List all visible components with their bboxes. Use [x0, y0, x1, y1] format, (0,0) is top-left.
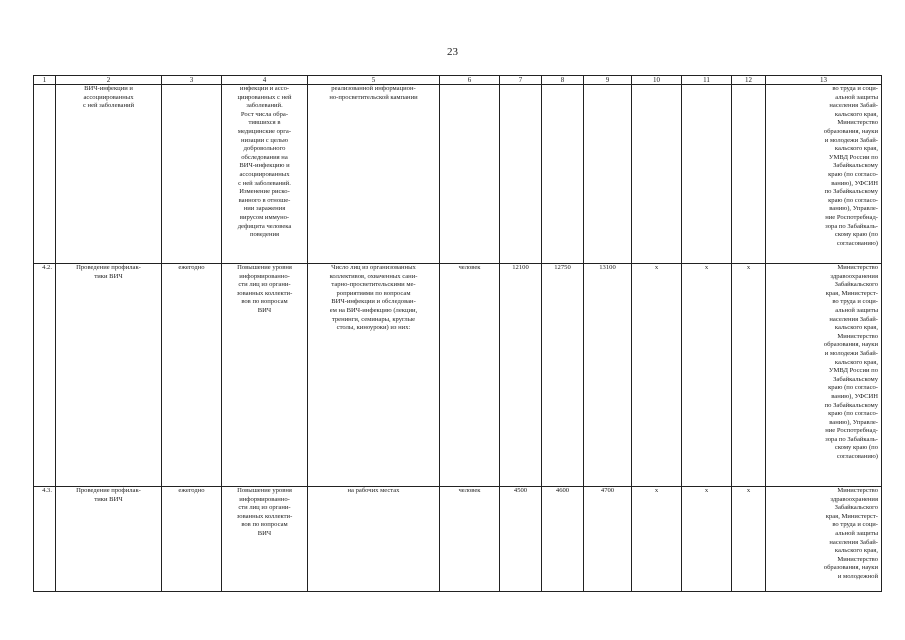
value-col9: [584, 85, 632, 264]
timing: ежегодно: [162, 487, 222, 592]
value-col11: [682, 85, 732, 264]
activity-name: ВИЧ-инфекции и ассоциированных с ней заболеваний: [56, 85, 162, 264]
value-col10: х: [632, 487, 682, 592]
expected-result: Повышение уровня информированно- сти лиц из органи- зованных коллекти- вов по вопросам ВИЧ: [222, 487, 308, 592]
activity-name: Проведение профилак- тики ВИЧ: [56, 487, 162, 592]
value-col9: 13100: [584, 264, 632, 487]
indicator: на рабочих местах: [308, 487, 440, 592]
page-number: 23: [447, 46, 458, 58]
value-col12: [732, 85, 766, 264]
value-col8: [542, 85, 584, 264]
column-number: 1: [34, 76, 56, 85]
column-number: 6: [440, 76, 500, 85]
responsible-executors: Министерство здравоохранения Забайкальского края, Министерст- во труда и соци- альной защиты населения Забай- кальского края, Министерство образования, науки и молодежной: [766, 487, 882, 592]
item-number: 4.2.: [34, 264, 56, 487]
column-number: 11: [682, 76, 732, 85]
responsible-executors: во труда и соци- альной защиты населения Забай- кальского края, Министерство образования, науки и молодежи Забай- кальского края, УМВД России по Забайкальскому краю (по согласо- ванию), УФСИН по Забайкальскому краю (по согласо- ванию), Управле- ние Роспотребнад- зора по Забайкаль- скому краю (по согласованию): [766, 85, 882, 264]
program-table: [33, 75, 882, 592]
column-number: 8: [542, 76, 584, 85]
value-col9: 4700: [584, 487, 632, 592]
column-number: 5: [308, 76, 440, 85]
value-col11: х: [682, 487, 732, 592]
value-col12: х: [732, 487, 766, 592]
column-number: 7: [500, 76, 542, 85]
table-row-4-3: [34, 487, 882, 592]
expected-result: Повышение уровня информированно- сти лиц из органи- зованных коллекти- вов по вопросам ВИЧ: [222, 264, 308, 487]
column-number: 4: [222, 76, 308, 85]
responsible-executors: Министерство здравоохранения Забайкальского края, Министерст- во труда и соци- альной защиты населения Забай- кальского края, Министерство образования, науки и молодежи Забай- кальского края, УМВД России по Забайкальскому краю (по согласо- ванию), УФСИН по Забайкальскому краю (по согласо- ванию), Управле- ние Роспотребнад- зора по Забайкаль- скому краю (по согласованию): [766, 264, 882, 487]
value-col7: 4500: [500, 487, 542, 592]
table-row-4-2: [34, 264, 882, 487]
timing: [162, 85, 222, 264]
timing: ежегодно: [162, 264, 222, 487]
item-number: [34, 85, 56, 264]
column-number: 3: [162, 76, 222, 85]
expected-result: инфекции и ассо- циированных с ней заболеваний. Рост числа обра- тившихся в медицинские орга- низации с целью добровольного обследования на ВИЧ-инфекцию и ассоциированных с ней заболеваний. Изменение риско- ванного в отноше- нии заражения вирусом иммуно- дефицита человека поведения: [222, 85, 308, 264]
column-number: 2: [56, 76, 162, 85]
unit: [440, 85, 500, 264]
indicator: реализованной информацион- но-просветительской кампании: [308, 85, 440, 264]
unit: человек: [440, 264, 500, 487]
column-number: 10: [632, 76, 682, 85]
value-col8: 4600: [542, 487, 584, 592]
value-col12: х: [732, 264, 766, 487]
indicator: Число лиц из организованных коллективов, охваченных сани- тарно-просветительскими ме- роприятиями по вопросам ВИЧ-инфекции и обследован- ем на ВИЧ-инфекцию (лекции, тренинги, семинары, круглые столы, киноуроки) из них:: [308, 264, 440, 487]
value-col7: 12100: [500, 264, 542, 487]
activity-name: Проведение профилак- тики ВИЧ: [56, 264, 162, 487]
value-col8: 12750: [542, 264, 584, 487]
table-row-continuation: [34, 85, 882, 264]
value-col10: [632, 85, 682, 264]
column-number: 13: [766, 76, 882, 85]
column-number: 12: [732, 76, 766, 85]
value-col11: х: [682, 264, 732, 487]
column-number: 9: [584, 76, 632, 85]
value-col7: [500, 85, 542, 264]
item-number: 4.3.: [34, 487, 56, 592]
column-number-row: [34, 76, 882, 85]
unit: человек: [440, 487, 500, 592]
value-col10: х: [632, 264, 682, 487]
